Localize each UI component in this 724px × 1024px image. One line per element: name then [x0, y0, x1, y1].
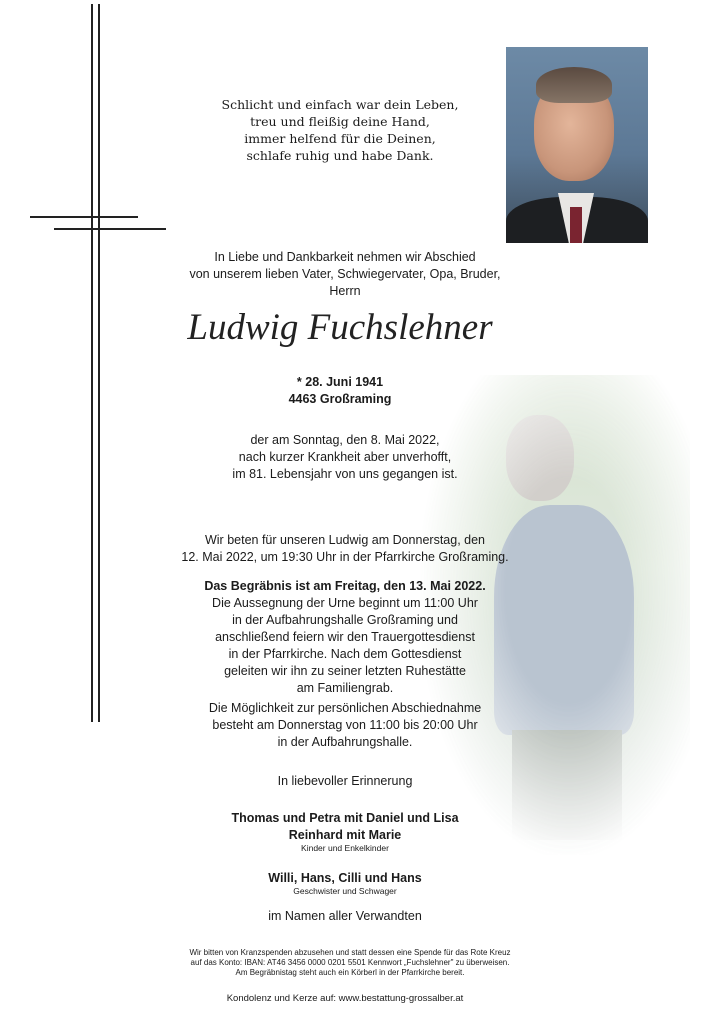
- cross-bar-upper: [30, 216, 138, 218]
- cross-bar-lower: [54, 228, 166, 230]
- family-children: [180, 810, 510, 844]
- intro-line: In Liebe und Dankbarkeit nehmen wir Abschied: [214, 250, 476, 264]
- background-photo-legs: [512, 730, 622, 840]
- funeral-line: in der Aufbahrungshalle Großraming und: [232, 613, 458, 627]
- intro-line: von unserem lieben Vater, Schwiegervater, Opa, Bruder,: [189, 267, 501, 281]
- intro-line: Herrn: [329, 284, 361, 298]
- farewell-line: in der Aufbahrungshalle.: [277, 735, 413, 749]
- donation-note: [140, 948, 560, 978]
- poem-line: treu und fleißig deine Hand,: [250, 114, 430, 129]
- funeral-info: [165, 578, 525, 697]
- prayer-line: Wir beten für unseren Ludwig am Donnerstag, den: [204, 533, 486, 547]
- relatives-text: im Namen aller Verwandten: [268, 909, 422, 923]
- family-line: Thomas und Petra mit Daniel und Lisa: [231, 811, 459, 825]
- family-line: Willi, Hans, Cilli und Hans: [268, 871, 422, 885]
- farewell-line: besteht am Donnerstag von 11:00 bis 20:00 Uhr: [212, 718, 478, 732]
- birth-date: * 28. Juni 1941: [296, 375, 384, 389]
- death-info: [170, 432, 520, 483]
- funeral-line: am Familiengrab.: [296, 681, 394, 695]
- funeral-line: in der Pfarrkirche. Nach dem Gottesdienst: [228, 647, 462, 661]
- family-children-relation: Kinder und Enkelkinder: [301, 843, 389, 853]
- family-line: Reinhard mit Marie: [288, 828, 402, 842]
- note-line: Am Begräbnistag steht auch ein Körberl in der Pfarrkirche bereit.: [235, 968, 465, 977]
- portrait-tie: [570, 207, 582, 243]
- note-line: auf das Konto: IBAN: AT46 3456 0000 0201 5501 Kennwort „Fuchslehner" zu überweisen.: [190, 958, 510, 967]
- prayer-info: [140, 532, 550, 566]
- poem-line: immer helfend für die Deinen,: [244, 131, 436, 146]
- portrait-photo: [506, 47, 648, 243]
- funeral-lead: Das Begräbnis ist am Freitag, den 13. Mai 2022.: [204, 579, 486, 593]
- farewell-info: [165, 700, 525, 751]
- poem-line: schlafe ruhig und habe Dank.: [246, 148, 434, 163]
- portrait-hair: [536, 67, 612, 103]
- funeral-line: geleiten wir ihn zu seiner letzten Ruhestätte: [224, 664, 466, 678]
- birth-place: 4463 Großraming: [288, 392, 392, 406]
- family-siblings: [200, 870, 490, 887]
- cross-icon: [91, 4, 93, 722]
- deceased-name: Ludwig Fuchslehner: [187, 307, 493, 348]
- cross-line: [98, 4, 100, 722]
- condolence-link[interactable]: Kondolenz und Kerze auf: www.bestattung-grossalber.at: [226, 993, 464, 1004]
- death-line: im 81. Lebensjahr von uns gegangen ist.: [232, 467, 458, 481]
- death-line: nach kurzer Krankheit aber unverhofft,: [238, 450, 452, 464]
- farewell-line: Die Möglichkeit zur persönlichen Abschiednahme: [208, 701, 482, 715]
- prayer-line: 12. Mai 2022, um 19:30 Uhr in der Pfarrkirche Großraming.: [181, 550, 509, 564]
- intro-text: [170, 249, 520, 300]
- family-siblings-relation: Geschwister und Schwager: [293, 886, 397, 896]
- note-line: Wir bitten von Kranzspenden abzusehen und statt dessen eine Spende für das Rote Kreuz: [189, 948, 511, 957]
- poem: [200, 96, 480, 164]
- poem-line: Schlicht und einfach war dein Leben,: [221, 97, 459, 112]
- funeral-line: Die Aussegnung der Urne beginnt um 11:00 Uhr: [212, 596, 478, 610]
- death-line: der am Sonntag, den 8. Mai 2022,: [250, 433, 440, 447]
- funeral-line: anschließend feiern wir den Trauergottesdienst: [215, 630, 475, 644]
- memory-text: In liebevoller Erinnerung: [277, 774, 413, 788]
- birth-info: [240, 374, 440, 408]
